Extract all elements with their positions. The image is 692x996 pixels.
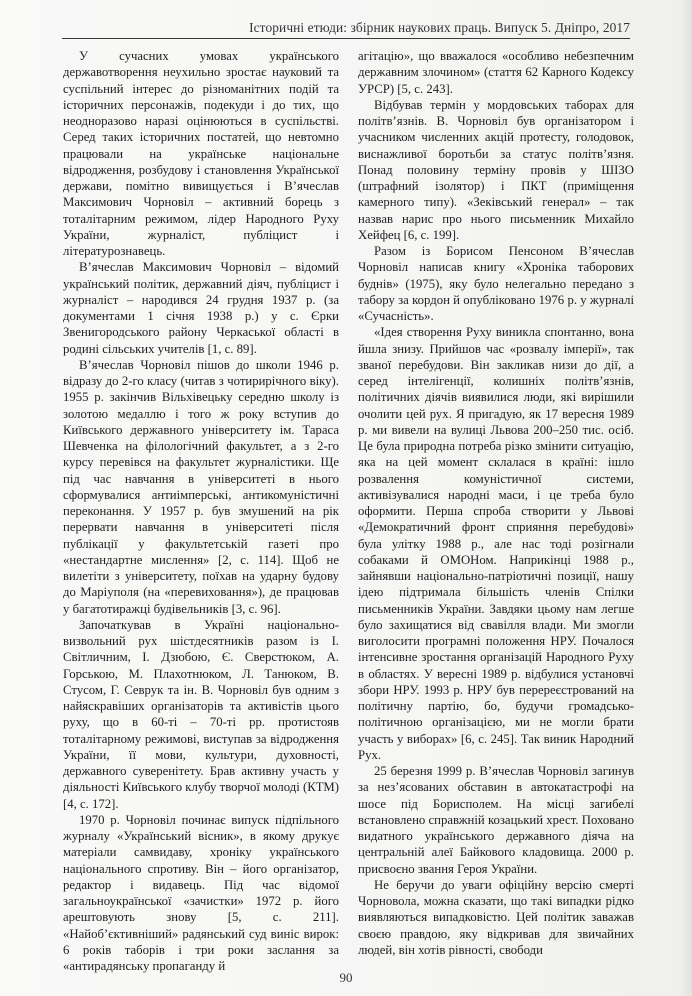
paragraph: Разом із Борисом Пенсоном В’ячеслав Чорновіл написав книгу «Хроніка таборових буднів» (1975), яку було нелегально передано з табору за кордон й опубліковано 1976 р. у журналі «Сучасність».	[358, 244, 634, 323]
paragraph-continued: агітацію», що вважалося «особливо небезпечним державним злочином» (стаття 62 Карного Кодексу УРСР) [5, с. 243].	[358, 49, 634, 96]
running-header: Історичні етюди: збірник наукових праць. Випуск 5. Дніпро, 2017	[62, 20, 630, 39]
right-column	[358, 48, 634, 957]
paragraph: Відбував термін у мордовських таборах для політв’язнів. В. Чорновіл був організатором і учасником численних акцій протесту, голодовок, виснажливої боротьби за статус політв’язня. Понад половину терміну провів у ШІЗО (штрафний ізолятор) і ПКТ (приміщення камерного типу). «Зеківський генерал» – так назвав нарис про нього письменник Михайло Хейфец [6, с. 199].	[358, 97, 634, 242]
paragraph: У сучасних умовах українського державотворення неухильно зростає науковий та суспільний інтерес до різноманітних подій та історичних персонажів, подекуди і до тих, що неодноразово наразі оцінюються в суспільстві. Серед таких історичних постатей, що невтомно працювали на українське національне відродження, розбудову і становлення Української держави, помітно вивищується і В’ячеслав Максимович Чорновіл – активний борець з тоталітарним режимом, лідер Народного Руху України, журналіст, публіцист і літературознавець.	[63, 49, 339, 258]
page-number: 90	[339, 970, 353, 985]
paragraph: Не беручи до уваги офіційну версію смерті Чорновола, можна сказати, що такі випадки рідко виявляються випадковістю. Цей політик заважав своєю правдою, яку відкривав для звичайних людей, він хотів рівності, свободи	[358, 877, 634, 957]
scan-edge-shadow	[680, 0, 692, 996]
paragraph: «Ідея створення Руху виникла спонтанно, вона йшла знизу. Прийшов час «розвалу імперії», так званої перебудови. Він закликав низи до дії, а серед інтелігенції, колишніх політв’язнів, політичних діячів виявилися люди, які вирішили очолити цей рух. Я пригадую, як 17 вересня 1989 р. ми вивели на вулиці Львова 200–250 тис. осіб. Це була природна потреба різко змінити ситуацію, яка на цей момент склалася в країні: ішло розвалення комуністичної системи, активізувалися народні маси, і це треба було оформити. Перша спроба створити у Львові «Демократичний фронт сприяння перебудові» була улітку 1988 р., але нас тоді розігнали собаками й ОМОНом. Наприкінці 1988 р., зайнявши національно-патріотичні позиції, нашу ідею підтримала більшість членів Спілки письменників України. Завдяки цьому нам легше було захищатися від свавілля влади. Ми змогли виголосити програмні положення НРУ. Почалося інтенсивне зростання організацій Народного Руху в областях. У вересні 1989 р. відбулися установчі збори НРУ. 1993 р. НРУ був перереєстрований на політичну партію, бо, будучи громадсько-політичною організацією, ми не могли брати участь у виборах» [6, с. 245]. Так виник Народний Рух.	[358, 325, 634, 762]
paragraph: В’ячеслав Максимович Чорновіл – відомий український політик, державний діяч, публіцист і журналіст – народився 24 грудня 1937 р. (за документами 1 січня 1938 р.) у с. Єрки Звенигородського району Черкаської області в родині сільських учителів [1, с. 89].	[63, 260, 339, 356]
paragraph: 1970 р. Чорновіл починає випуск підпільного журналу «Український вісник», в якому друкує матеріали самвидаву, хроніку українського національного спротиву. Він – його організатор, редактор і видавець. Під час відомої загальноукраїнської «зачистки» 1972 р. його арештовують знову [5, с. 211]. «Найоб’єктивніший» радянський суд виніс вирок: 6 років таборів і три роки заслання за «антирадянську пропаганду й	[63, 812, 339, 973]
paragraph: 25 березня 1999 р. В’ячеслав Чорновіл загинув за нез’ясованих обставин в автокатастрофі на шосе під Борисполем. На місці загибелі встановлено справжній козацький хрест. Поховано видатного українського державного діяча на центральній алеї Байкового кладовища. 2000 р. присвоєно звання Героя України.	[358, 764, 634, 876]
paragraph: Започаткував в Україні національно-визвольний рух шістдесятників разом із І. Світличним, І. Дзюбою, Є. Сверстюком, А. Горською, М. Плахотнюком, Л. Танюком, В. Стусом, Г. Севрук та ін. В. Чорновіл був одним з найяскравіших організаторів та активістів цього руху, що в 60-ті – 70-ті рр. протистояв тоталітарному режимові, виступав за відродження України, її мови, культури, духовності, державного суверенітету. Брав активну участь у діяльності Київського клубу творчої молоді (КТМ) [4, с. 172].	[63, 617, 339, 811]
text-columns	[63, 48, 634, 973]
left-column	[63, 48, 339, 973]
paragraph: В’ячеслав Чорновіл пішов до школи 1946 р. відразу до 2-го класу (читав з чотирирічного віку). 1955 р. закінчив Вільхівецьку середню школу із золотою медаллю і того ж року вступив до Київського державного університету ім. Тараса Шевченка на філологічний факультет, а з 2-го курсу перевівся на факультет журналістики. Ще під час навчання в університеті в нього сформувалися антиімперські, антикомуністичні переконання. У 1957 р. був змушений на рік перервати навчання в університеті після публікації у факультетській газеті про «нестандартне мислення» [2, с. 114]. Щоб не вилетіти з університету, поїхав на ударну будову до Маріуполя (на «перевиховання»), де працював у багатотиражці будівельників [3, с. 96].	[63, 357, 339, 616]
